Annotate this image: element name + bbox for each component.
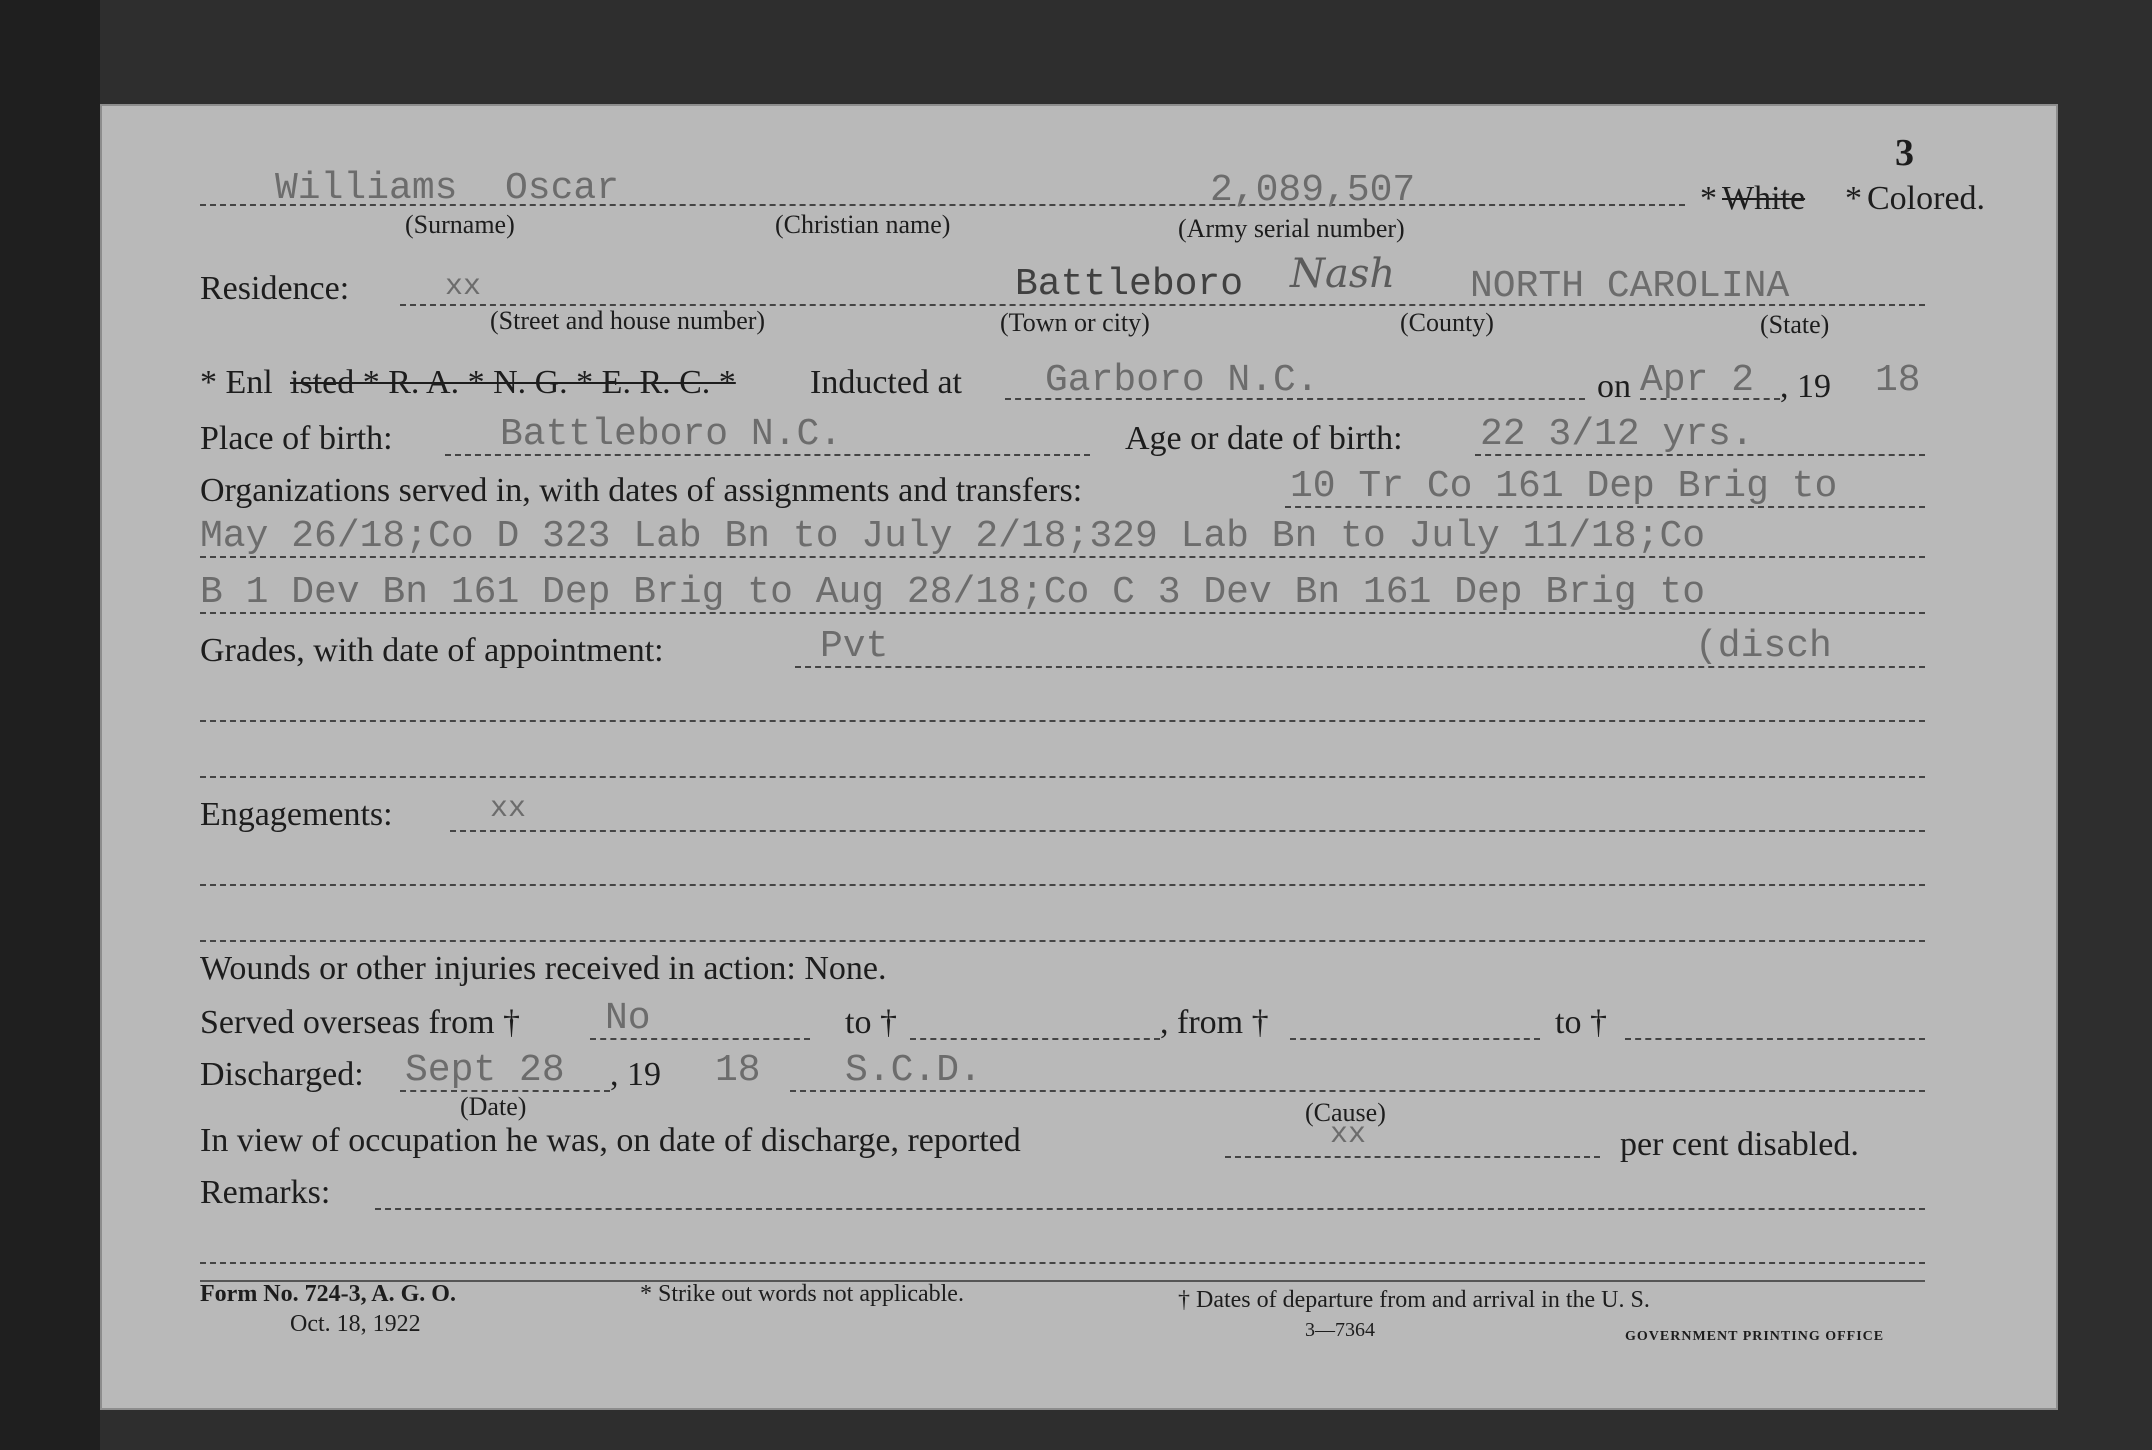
grade-note: (disch <box>1695 625 1832 668</box>
engagements-label: Engagements: <box>200 796 393 833</box>
overseas-to-line <box>910 1038 1160 1040</box>
race-star-2: * <box>1845 180 1862 217</box>
race-star: * <box>1700 180 1717 217</box>
overseas-to-label: to † <box>845 1004 897 1041</box>
place-of-birth-label: Place of birth: <box>200 420 393 457</box>
inducted-year-prefix: , 19 <box>1780 368 1831 405</box>
engagements-value: xx <box>490 792 527 826</box>
wounds-text: Wounds or other injuries received in action: None. <box>200 950 887 987</box>
organizations-value-1: 10 Tr Co 161 Dep Brig to <box>1290 465 1838 508</box>
county-value: Nash <box>1290 251 1396 297</box>
street-label: (Street and house number) <box>490 306 766 335</box>
serial-label: (Army serial number) <box>1178 214 1405 243</box>
dates-note: † Dates of departure from and arrival in the U. S. <box>1178 1287 1650 1313</box>
scan-background <box>0 0 100 1450</box>
inducted-at-value: Garboro N.C. <box>1045 359 1319 402</box>
grades-label: Grades, with date of appointment: <box>200 632 664 669</box>
overseas-from2-label: , from † <box>1160 1004 1269 1041</box>
form-date: Oct. 18, 1922 <box>290 1311 421 1337</box>
discharged-year-value: 18 <box>715 1049 761 1092</box>
remarks-line <box>375 1208 1925 1210</box>
page-number: 3 <box>1895 132 1914 174</box>
overseas-to2-label: to † <box>1555 1004 1607 1041</box>
on-label: on <box>1597 368 1631 405</box>
serial-number-value: 2,089,507 <box>1210 169 1416 212</box>
grades-line-2 <box>200 720 1925 722</box>
discharge-cause-value: S.C.D. <box>845 1049 982 1092</box>
inducted-at-label: Inducted at <box>810 364 962 401</box>
organizations-label: Organizations served in, with dates of assignments and transfers: <box>200 472 1083 509</box>
engagements-line <box>450 830 1925 832</box>
form-number: Form No. 724-3, A. G. O. <box>200 1281 456 1307</box>
organizations-value-2: May 26/18;Co D 323 Lab Bn to July 2/18;329 Lab Bn to July 11/18;Co <box>200 515 1706 558</box>
overseas-from-value: No <box>605 997 651 1040</box>
race-white-struck: White <box>1722 180 1806 217</box>
remarks-label: Remarks: <box>200 1174 331 1211</box>
remarks-line-2 <box>200 1262 1925 1264</box>
race-colored: Colored. <box>1867 180 1986 217</box>
engagements-line-2 <box>200 884 1925 886</box>
surname-label: (Surname) <box>405 210 515 239</box>
service-record-card <box>100 104 2058 1410</box>
county-label: (County) <box>1400 308 1494 337</box>
residence-label: Residence: <box>200 270 350 307</box>
inducted-year-value: 18 <box>1875 359 1921 402</box>
discharged-label: Discharged: <box>200 1056 364 1093</box>
state-value: NORTH CAROLINA <box>1470 265 1790 308</box>
christian-name-value: Oscar <box>505 167 620 210</box>
age-label: Age or date of birth: <box>1125 420 1403 457</box>
place-of-birth-value: Battleboro N.C. <box>500 413 843 456</box>
discharged-date-value: Sept 28 <box>405 1049 565 1092</box>
disabled-percent-line <box>1225 1156 1600 1158</box>
printer-imprint: GOVERNMENT PRINTING OFFICE <box>1625 1329 1885 1344</box>
form-code: 3—7364 <box>1305 1319 1375 1341</box>
age-value: 22 3/12 yrs. <box>1480 413 1754 456</box>
enlisted-label: * Enl <box>200 364 273 401</box>
grades-line-3 <box>200 776 1925 778</box>
discharged-date-label: (Date) <box>460 1092 527 1121</box>
served-overseas-label: Served overseas from † <box>200 1004 521 1041</box>
surname-value: Williams <box>275 167 458 210</box>
strike-note: * Strike out words not applicable. <box>640 1281 964 1307</box>
town-label: (Town or city) <box>1000 308 1150 337</box>
occupation-text: In view of occupation he was, on date of discharge, reported <box>200 1122 1021 1159</box>
discharged-year-prefix: , 19 <box>610 1056 661 1093</box>
overseas-to2-line <box>1625 1038 1925 1040</box>
overseas-from2-line <box>1290 1038 1540 1040</box>
street-value: xx <box>445 270 482 304</box>
enlisted-struck-options: isted * R. A. * N. G. * E. R. C. * <box>290 364 736 401</box>
state-label: (State) <box>1760 310 1830 339</box>
grade-value: Pvt <box>820 625 889 668</box>
christian-name-label: (Christian name) <box>775 210 951 239</box>
inducted-date-value: Apr 2 <box>1640 359 1755 402</box>
town-value: Battleboro <box>1015 263 1244 306</box>
organizations-value-3: B 1 Dev Bn 161 Dep Brig to Aug 28/18;Co C 3 Dev Bn 161 Dep Brig to <box>200 571 1706 614</box>
footer-rule <box>200 1280 1925 1282</box>
per-cent-disabled-label: per cent disabled. <box>1620 1126 1859 1163</box>
discharge-cause-label: (Cause) <box>1305 1098 1386 1127</box>
engagements-line-3 <box>200 940 1925 942</box>
disabled-percent-value: xx <box>1330 1118 1367 1152</box>
